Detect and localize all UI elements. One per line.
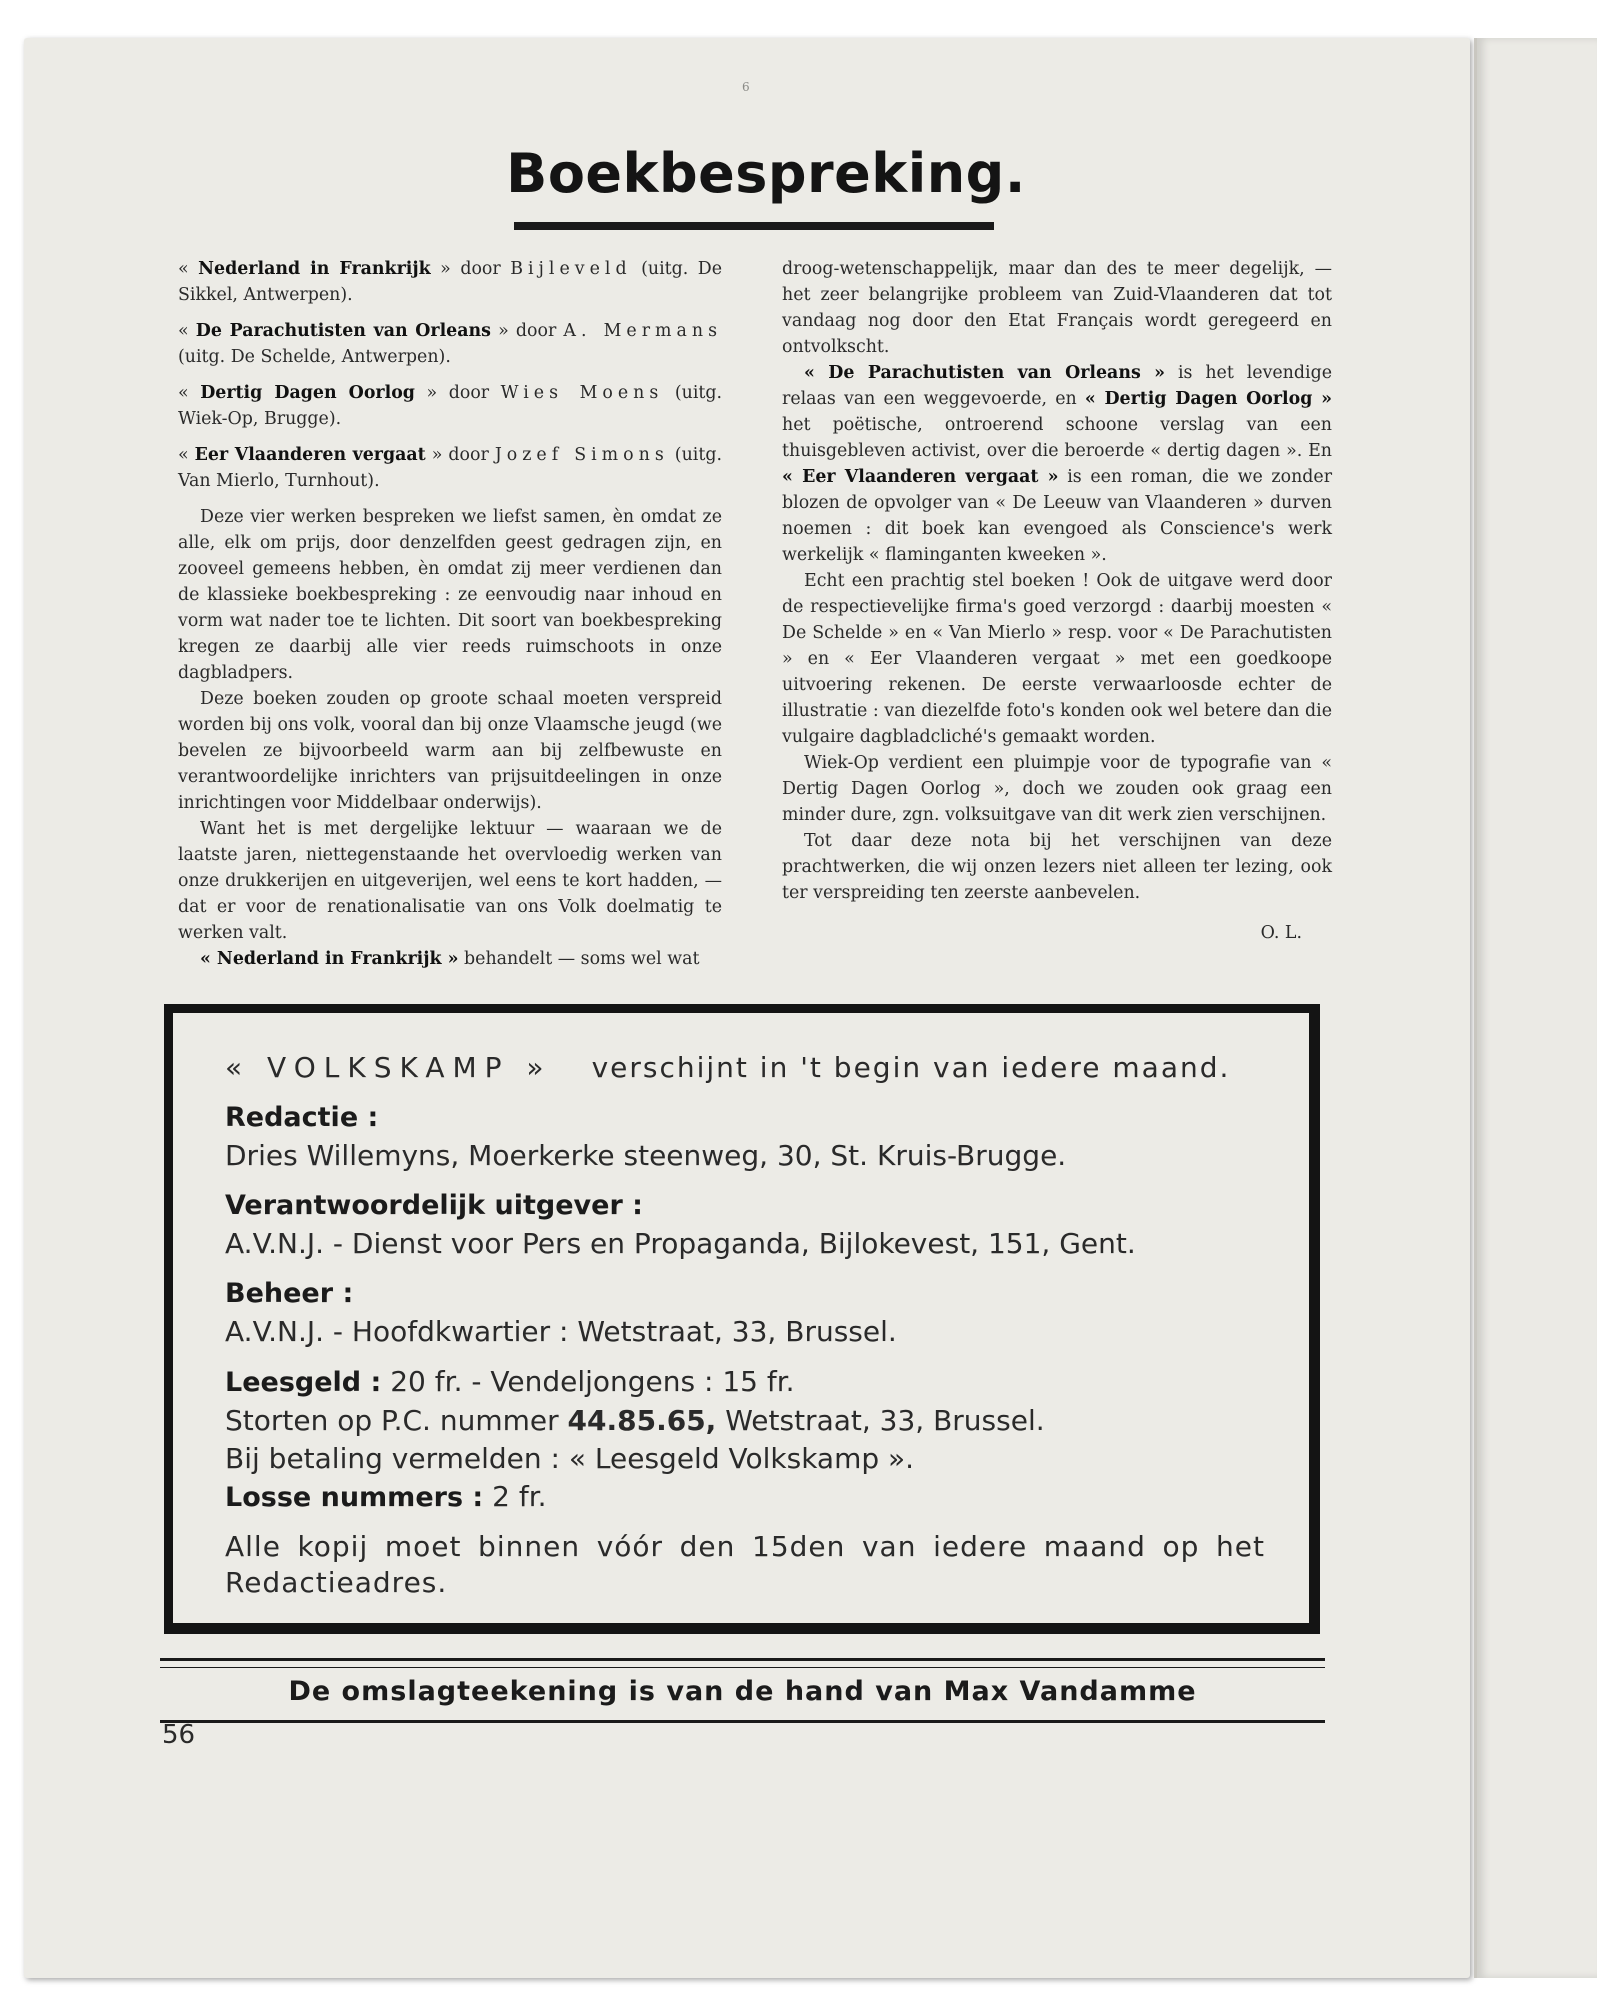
- redactie-address: Dries Willemyns, Moerkerke steenweg, 30, St. Kruis-Brugge.: [225, 1139, 1067, 1172]
- review-paragraph: Deze boeken zouden op groote schaal moeten verspreid worden bij ons volk, vooral dan bij onze Vlaamsche jeugd (we bevelen ze bijvoorbeeld warm aan bij zelfbewuste en verantwoordelijke inrichters van prijsuitdeelingen in onze inrichtingen voor Middelbaar onderwijs).: [178, 689, 722, 813]
- book-reference: « Dertig Dagen Oorlog » door Wies Moens (uitg. Wiek-Op, Brugge).: [178, 383, 723, 429]
- info-box-content: [225, 1049, 1265, 1601]
- footer-rule: [160, 1720, 1325, 1723]
- left-column: [178, 256, 722, 972]
- review-paragraph: Want het is met dergelijke lektuur — waaraan we de laatste jaren, niettegenstaande het overvloedig werken van onze drukkerijen en uitgeverijen, wel eens te kort hadden, — dat er voor de renationalisatie van ons Volk doelmatig te werken valt.: [178, 819, 722, 943]
- book-author: Bijleveld: [510, 259, 632, 279]
- single-issue-price: Losse nummers : 2 fr.: [225, 1480, 547, 1513]
- publisher-label: Verantwoordelijk uitgever :: [225, 1190, 643, 1221]
- book-author: Jozef Simons: [494, 445, 669, 465]
- book-author: Wies Moens: [500, 383, 664, 403]
- author-signature: O. L.: [1260, 923, 1302, 943]
- title-underline: [514, 222, 994, 230]
- book-publisher: (uitg. Wiek-Op, Brugge).: [178, 383, 723, 429]
- payment-account: Storten op P.C. nummer 44.85.65, Wetstraat, 33, Brussel.: [225, 1404, 1045, 1437]
- right-column: [782, 256, 1332, 946]
- beheer-label: Beheer :: [225, 1278, 354, 1309]
- book-author: A. Mermans: [563, 321, 723, 341]
- account-number: 44.85.65,: [567, 1404, 717, 1437]
- review-paragraph: Deze vier werken bespreken we liefst samen, èn omdat ze alle, elk om prijs, door denzelfden geest gedragen zijn, en zooveel gemeens hebben, èn omdat zij meer verdienen dan de klassieke boekbespreking : ze eenvoudig naar inhoud en vorm wat nader toe te lichten. Dit soort van boekbespreking kregen ze daarbij alle vier reeds ruimschoots in onze dagbladpers.: [178, 507, 722, 683]
- footer-rule: [160, 1658, 1325, 1661]
- review-paragraph: Wiek-Op verdient een pluimpje voor de typografie van « Dertig Dagen Oorlog », doch we zouden ook graag een minder dure, zgn. volksuitgave van dit werk zien verschijnen.: [782, 753, 1332, 825]
- payment-reference: Bij betaling vermelden : « Leesgeld Volkskamp ».: [225, 1442, 915, 1475]
- page-title: Boekbespreking.: [506, 142, 1026, 205]
- page-number: 56: [162, 1720, 196, 1750]
- review-paragraph: « De Parachutisten van Orleans » is het levendige relaas van een weggevoerde, en « Dertig Dagen Oorlog » het poëtische, ontroerend schoone verslag van een thuisgebleven activist, over die beroerde « dertig dagen ». En « Eer Vlaanderen vergaat » is een roman, die we zonder blozen de opvolger van « De Leeuw van Vlaanderen » durven noemen : dit boek kan evengoed als Conscience's werk werkelijk « flaminganten kweeken ».: [782, 363, 1333, 565]
- volkskamp-info-box: [164, 1004, 1320, 1634]
- magazine-name: « VOLKSKAMP »: [225, 1051, 552, 1084]
- book-publisher: (uitg. Van Mierlo, Turnhout).: [178, 445, 722, 491]
- cover-credit: De omslagteekening is van de hand van Max Vandamme: [288, 1676, 1197, 1707]
- book-title: Dertig Dagen Oorlog: [200, 383, 415, 403]
- book-title: Eer Vlaanderen vergaat: [194, 445, 426, 465]
- publication-notice: « VOLKSKAMP » verschijnt in 't begin van iedere maand.: [225, 1051, 1231, 1084]
- review-paragraph: Tot daar deze nota bij het verschijnen van deze prachtwerken, die wij onzen lezers niet alleen ter lezing, ook ter verspreiding ten zeerste aanbevelen.: [782, 831, 1332, 903]
- footer-rule: [160, 1667, 1325, 1668]
- redactie-label: Redactie :: [225, 1102, 379, 1133]
- publisher-address: A.V.N.J. - Dienst voor Pers en Propaganda, Bijlokevest, 151, Gent.: [225, 1227, 1136, 1260]
- beheer-address: A.V.N.J. - Hoofdkwartier : Wetstraat, 33, Brussel.: [225, 1315, 897, 1348]
- book-reference: « Nederland in Frankrijk » door Bijleveld (uitg. De Sikkel, Antwerpen).: [178, 259, 722, 305]
- adjacent-page-edge: [1474, 38, 1597, 1978]
- book-title: De Parachutisten van Orleans: [195, 321, 491, 341]
- review-paragraph: droog-wetenschappelijk, maar dan des te meer degelijk, — het zeer belangrijke probleem van Zuid-Vlaanderen dat tot vandaag nog door den Etat Français wordt geregeerd en ontvolkscht.: [782, 259, 1332, 357]
- review-paragraph: Echt een prachtig stel boeken ! Ook de uitgave werd door de respectievelijke firma's goed verzorgd : daarbij moesten « De Schelde » en « Van Mierlo » resp. voor « De Parachutisten » en « Eer Vlaanderen vergaat » met een goedkoope uitvoering rekenen. De eerste verwaarloosde echter de illustratie : van diezelfde foto's konden ook wel betere dan die vulgaire dagbladcliché's gemaakt worden.: [782, 571, 1332, 747]
- review-paragraph: « Nederland in Frankrijk » behandelt — soms wel wat: [200, 949, 700, 969]
- book-reference: « De Parachutisten van Orleans » door A. Mermans (uitg. De Schelde, Antwerpen).: [178, 321, 723, 367]
- book-publisher: (uitg. De Sikkel, Antwerpen).: [178, 259, 722, 305]
- subscription-fee: Leesgeld : 20 fr. - Vendeljongens : 15 fr.: [225, 1365, 795, 1398]
- book-title: Nederland in Frankrijk: [198, 259, 431, 279]
- copy-deadline: Alle kopij moet binnen vóór den 15den van iedere maand op het Redactieadres.: [225, 1530, 1265, 1599]
- page-mark: 6: [742, 80, 750, 94]
- book-reference: « Eer Vlaanderen vergaat » door Jozef Simons (uitg. Van Mierlo, Turnhout).: [178, 445, 722, 491]
- book-publisher: (uitg. De Schelde, Antwerpen).: [178, 347, 451, 367]
